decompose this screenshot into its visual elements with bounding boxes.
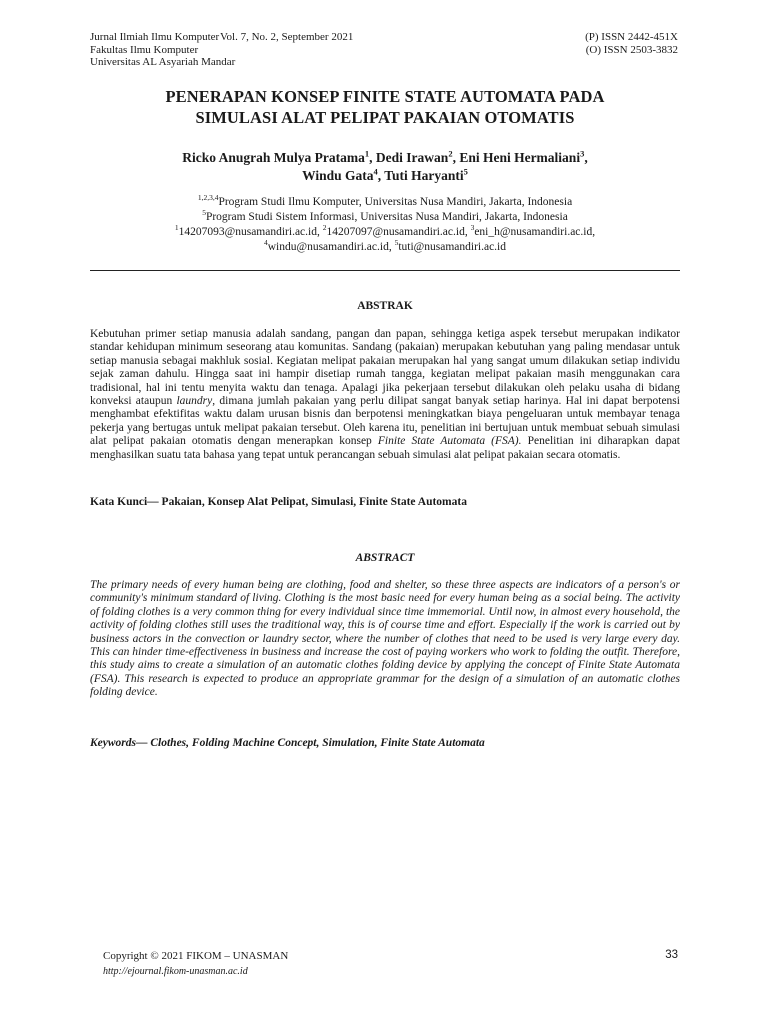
author-name: Tuti Haryanti: [384, 168, 464, 183]
email-sup: 5: [394, 238, 399, 248]
affiliations: [90, 195, 680, 255]
kata-kunci: Kata Kunci— Pakaian, Konsep Alat Pelipat, Simulasi, Finite State Automata: [90, 496, 467, 508]
email: 14207097@nusamandiri.ac.id,: [326, 226, 471, 238]
author-name: Dedi Irawan: [375, 150, 449, 165]
abstrak-text-2: , dimana jumlah pakaian yang perlu dilipat sangat banyak setiap harinya. Hal ini dapat berpotensi menghambat efektifitas waktu dalam urusan bisnis dan berpotensi meningkatkan biaya pengeluaran untuk membayar tenaga pekerja yang bertugas untuk melipat pakaian tersebut. Oleh karena itu, penelitian ini bertujuan untuk membuat sebuah simulasi alat pelipat pakaian otomatis dengan menerapkan konsep: [90, 395, 680, 448]
author-sup: 1: [364, 148, 370, 159]
issn-print: (P) ISSN 2442-451X: [585, 31, 678, 43]
issn-online: (O) ISSN 2503-3832: [585, 43, 678, 56]
email-sup: 4: [263, 238, 268, 248]
authors-line-1: Ricko Anugrah Mulya Pratama$^1$, Dedi Irawan$^2$, Eni Heni Hermaliani$^3$,: [182, 148, 588, 165]
email-sup: 1: [174, 223, 179, 233]
affiliation-text: Program Studi Ilmu Komputer, Universitas Nusa Mandiri, Jakarta, Indonesia: [218, 196, 573, 208]
university-name: Universitas AL Asyariah Mandar: [90, 56, 236, 68]
email: eni_h@nusamandiri.ac.id,: [474, 226, 596, 238]
abstrak-body: [90, 328, 680, 462]
journal-name: Jurnal Ilmiah Ilmu Komputer: [90, 31, 220, 43]
emails-line-2: [90, 240, 680, 255]
page-number: 33: [665, 949, 678, 961]
paper-title: [90, 86, 680, 128]
author-sup: 4: [373, 166, 378, 177]
author-sep: ,: [377, 168, 385, 183]
keywords: Keywords— Clothes, Folding Machine Concept, Simulation, Finite State Automata: [90, 737, 485, 749]
author-name: Eni Heni Hermaliani: [459, 150, 581, 165]
emails-line-1: [90, 225, 680, 240]
title-line-1: PENERAPAN KONSEP FINITE STATE AUTOMATA PADA: [165, 87, 605, 106]
affiliation-sup: 1,2,3,4: [197, 193, 219, 203]
abstract-heading: ABSTRACT: [355, 552, 415, 564]
authors-line-2: [90, 167, 680, 185]
author-sup: 5: [463, 166, 468, 177]
author-name: Windu Gata: [302, 168, 374, 183]
issn-info: [585, 31, 678, 56]
header-divider: [90, 270, 680, 271]
abstrak-text-3: Penelitian ini diharapkan dapat menghasilkan suatu tata bahasa yang tepat untuk perancangan sebuah simulasi alat pelipat pakaian secara otomatis.: [90, 435, 680, 461]
email-sup: 3: [470, 223, 475, 233]
affiliation-sup: 5: [202, 208, 206, 218]
author-list: [90, 149, 680, 185]
affiliation-1: [90, 195, 680, 210]
abstrak-text-1: Kebutuhan primer setiap manusia adalah sandang, pangan dan papan, sehingga ketiga aspek tersebut merupakan indikator standar kehidupan minimum seseorang atau komunitas. Sandang (pakaian) merupakan kebutuhan yang paling mendasar untuk setiap manusia sebagai makhluk sosial. Kegiatan melipat pakaian merupakan hal yang sangat umum dilakukan setiap individu sejak zaman dahulu. Hingga saat ini hampir disetiap rumah tangga, kegiatan melipat pakaian masih menggunakan cara tradisional, hal ini tentu menyita waktu dan tenaga. Apalagi jika pekerjaan tersebut dilakukan oleh pelaku usaha di bidang konveksi ataupun: [90, 328, 680, 408]
abstrak-laundry: laundry: [176, 395, 213, 408]
faculty-name: Fakultas Ilmu Komputer: [90, 43, 199, 56]
email: 14207093@nusamandiri.ac.id,: [178, 226, 323, 238]
author-sup: 3: [580, 148, 585, 159]
journal-url[interactable]: http://ejournal.fikom-unasman.ac.id: [103, 966, 248, 977]
abstrak-heading: ABSTRAK: [357, 300, 413, 312]
title-line-2: SIMULASI ALAT PELIPAT PAKAIAN OTOMATIS: [195, 108, 575, 127]
author-name: Ricko Anugrah Mulya Pratama: [182, 150, 365, 165]
email-sup: 2: [322, 223, 327, 233]
abstrak-fsa: Finite State Automata (FSA).: [377, 435, 522, 448]
author-sep: ,: [452, 150, 460, 165]
affiliation-text: Program Studi Sistem Informasi, Universitas Nusa Mandiri, Jakarta, Indonesia: [205, 211, 568, 223]
author-sup: 2: [448, 148, 453, 159]
volume-info: Vol. 7, No. 2, September 2021: [220, 31, 354, 43]
journal-info: [90, 31, 235, 69]
email: windu@nusamandiri.ac.id,: [267, 241, 395, 253]
email: tuti@nusamandiri.ac.id: [398, 241, 507, 253]
abstract-body: The primary needs of every human being are clothing, food and shelter, so these three aspects are indicators of a person's or community's minimum standard of living. Clothing is the most basic need for every human being as a social being. The activity of folding clothes is a very common thing for every individual since time immemorial. Until now, in almost every household, the activity of folding clothes still uses the traditional way, this is of course time and effort. Especially if the work is carried out by business actors in the convection or laundry sector, where the number of clothes that need to be used is very large every day. This can hinder time-effectiveness in business and increase the cost of paying workers who work to folding the outfit. Therefore, this study aims to create a simulation of an automatic clothes folding device by applying the concept of Finite State Automata (FSA). This research is expected to produce an appropriate grammar for the design of a simulation of an automatic clothes folding device.: [90, 579, 680, 699]
author-sep: ,: [369, 150, 376, 165]
copyright: Copyright © 2021 FIKOM – UNASMAN: [103, 950, 289, 962]
